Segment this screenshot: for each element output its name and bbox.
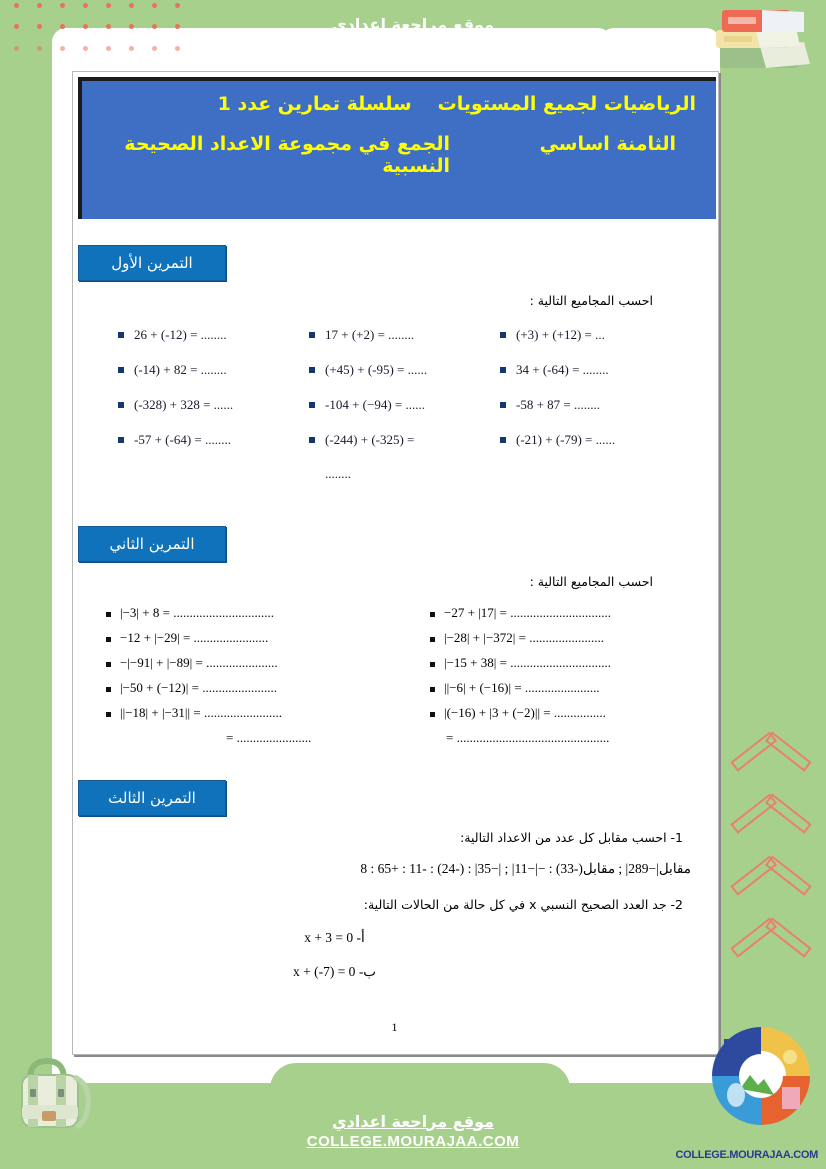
exercise-1-column-1	[118, 326, 303, 500]
exercise-1-item	[500, 361, 685, 380]
exercise-2-expression: −27 + |17| = ...............................	[444, 605, 611, 621]
footer-site-name-arabic: موقع مراجعة اعدادي	[331, 1111, 495, 1131]
exercise-1-expression: -57 + (-64) = ........	[134, 431, 231, 447]
exercise-2-column-left	[106, 605, 361, 754]
square-bullet-icon	[309, 332, 315, 338]
exercise-2-expression: |(−16) + |3 + (−2)|| = ................	[444, 705, 606, 721]
exercise-2-item	[106, 680, 361, 696]
title-row-primary	[94, 93, 704, 115]
site-name-arabic: موقع مراجعة اعدادي	[331, 15, 495, 35]
chevron-up-icon	[734, 807, 808, 841]
exercise-2-item	[106, 705, 361, 721]
exercise-1-expression: 34 + (-64) = ........	[516, 361, 609, 377]
exercise-2-left-continuation: = .......................	[226, 730, 312, 746]
exercise-1-column-3	[500, 326, 685, 500]
chevron-up-icon	[734, 869, 808, 903]
exercise-3-equation-a: أ- x + 3 = 0	[304, 930, 365, 946]
exercise-1-item	[309, 396, 494, 415]
exercise-1-item	[118, 326, 303, 345]
square-bullet-icon	[118, 437, 124, 443]
exercise-2-expression: |−28| + |−372| = .......................	[444, 630, 604, 646]
title-topic: الجمع في مجموعة الاعداد الصحيحة النسبية	[124, 133, 450, 177]
chevron-up-icon	[734, 745, 808, 779]
square-bullet-icon	[106, 637, 111, 642]
exercise-2-column-right	[430, 605, 685, 754]
exercise-1-item	[118, 431, 303, 450]
exercise-1-expression: 26 + (-12) = ........	[134, 327, 227, 342]
footer-site-url: COLLEGE.MOURAJAA.COM	[306, 1132, 520, 1150]
worksheet-content	[78, 77, 711, 1047]
site-footer	[0, 1112, 826, 1152]
exercise-2-expression: −12 + |−29| = .......................	[120, 630, 269, 646]
exercise-2-instruction: احسب المجاميع التالية :	[529, 574, 653, 590]
exercise-3-equation-b: ب- x + (-7) = 0	[292, 964, 377, 980]
exercise-3-badge-wrap	[78, 754, 271, 816]
exercise-2-item	[430, 655, 685, 671]
exercise-2-item	[430, 705, 685, 721]
title-row-secondary	[94, 133, 704, 177]
bottom-green-arch	[270, 1063, 570, 1097]
square-bullet-icon	[500, 437, 506, 443]
exercise-1-item	[500, 326, 685, 345]
exercise-2-item	[106, 605, 361, 621]
square-bullet-icon	[430, 712, 435, 717]
exercise-2-badge: التمرين الثاني	[78, 526, 226, 562]
square-bullet-icon	[106, 687, 111, 692]
square-bullet-icon	[118, 402, 124, 408]
exercise-1-expression: (-328) + 328 = ......	[134, 396, 234, 412]
square-bullet-icon	[430, 612, 435, 617]
square-bullet-icon	[309, 367, 315, 373]
title-level: الثامنة اساسي	[539, 133, 676, 155]
square-bullet-icon	[106, 612, 111, 617]
worksheet-body	[78, 219, 711, 980]
exercise-1-item	[118, 361, 303, 380]
square-bullet-icon	[309, 402, 315, 408]
square-bullet-icon	[430, 687, 435, 692]
exercise-2-item	[106, 655, 361, 671]
exercise-3-question-2: 2- جد العدد الصحيح النسبي x في كل حالة من الحالات التالية:	[363, 897, 683, 913]
exercise-1-item	[500, 396, 685, 415]
exercise-1-expression: -104 + (−94) = ......	[325, 396, 425, 412]
square-bullet-icon	[500, 367, 506, 373]
exercise-1-expression: (-14) + 82 = ........	[134, 361, 227, 377]
chevron-decoration-group	[720, 745, 826, 1010]
exercise-1-instruction: احسب المجاميع التالية :	[529, 293, 653, 308]
exercise-1-expression-continued: ........	[325, 466, 351, 482]
left-green-band	[0, 0, 52, 1100]
title-subject: الرياضيات لجميع المستويات	[437, 93, 696, 115]
exercise-1-expression: 17 + (+2) = ........	[325, 327, 415, 342]
exercise-2-item	[430, 680, 685, 696]
books-stack-icon	[700, 2, 820, 74]
worksheet-title-banner	[78, 77, 716, 219]
exercise-1-column-2	[309, 326, 494, 500]
square-bullet-icon	[430, 662, 435, 667]
square-bullet-icon	[118, 332, 124, 338]
exercise-1-expression: (-244) + (-325) =	[325, 431, 415, 447]
page-number: 1	[391, 1020, 398, 1034]
exercise-2-item	[106, 630, 361, 646]
exercise-2-item	[430, 630, 685, 646]
exercise-1-item	[118, 396, 303, 415]
square-bullet-icon	[500, 332, 506, 338]
exercise-1-item	[309, 326, 494, 345]
exercise-2-grid	[78, 605, 711, 754]
site-url: COLLEGE.MOURAJAA.COM	[306, 36, 520, 54]
title-series: سلسلة تمارين عدد 1	[217, 93, 412, 115]
square-bullet-icon	[500, 402, 506, 408]
exercise-2-expression: |−50 + (−12)| = .......................	[120, 680, 277, 696]
exercise-1-item	[500, 431, 685, 450]
exercise-1-item	[309, 361, 494, 380]
exercise-3-numbers-list: مقابل|−289| ; مقابل(-33) : −|−11| ; |−35| : (-24) : -11 : +65 : 8	[360, 861, 691, 877]
exercise-2-right-continuation: = ...............................................	[446, 730, 610, 746]
exercise-2-expression: |−3| + 8 = ...............................	[120, 605, 274, 621]
exercise-1-expression: -58 + 87 = ........	[516, 396, 600, 412]
exercise-3-badge: التمرين الثالث	[78, 780, 226, 816]
chevron-up-icon	[734, 931, 808, 965]
exercise-2-expression: |−15 + 38| = ...............................	[444, 655, 611, 671]
exercise-1-badge: التمرين الأول	[78, 245, 226, 281]
exercise-1-expression: (+3) + (+12) = ...	[516, 327, 605, 342]
footer-brand-text: COLLEGE.MOURAJAA.COM	[675, 1149, 818, 1161]
exercise-2-expression: ||−18| + |−31|| = ........................	[120, 705, 282, 721]
exercise-1-item	[309, 431, 494, 450]
exercise-1-expression: (+45) + (-95) = ......	[325, 361, 428, 377]
exercise-1-item-continuation	[325, 465, 494, 484]
exercise-2-badge-wrap	[78, 500, 271, 562]
square-bullet-icon	[106, 662, 111, 667]
exercise-2-item	[430, 605, 685, 621]
square-bullet-icon	[106, 712, 111, 717]
square-bullet-icon	[430, 637, 435, 642]
square-bullet-icon	[309, 437, 315, 443]
exercise-1-expression: (-21) + (-79) = ......	[516, 431, 616, 447]
exercise-2-expression: −|−91| + |−89| = ......................	[120, 655, 278, 671]
exercise-3-question-1: 1- احسب مقابل كل عدد من الاعداد التالية:	[460, 830, 683, 846]
exercise-1-badge-wrap	[78, 219, 271, 281]
worksheet-page	[72, 71, 719, 1055]
square-bullet-icon	[118, 367, 124, 373]
exercise-2-expression: ||−6| + (−16)| = .......................	[444, 680, 600, 696]
exercise-1-grid	[78, 326, 711, 500]
